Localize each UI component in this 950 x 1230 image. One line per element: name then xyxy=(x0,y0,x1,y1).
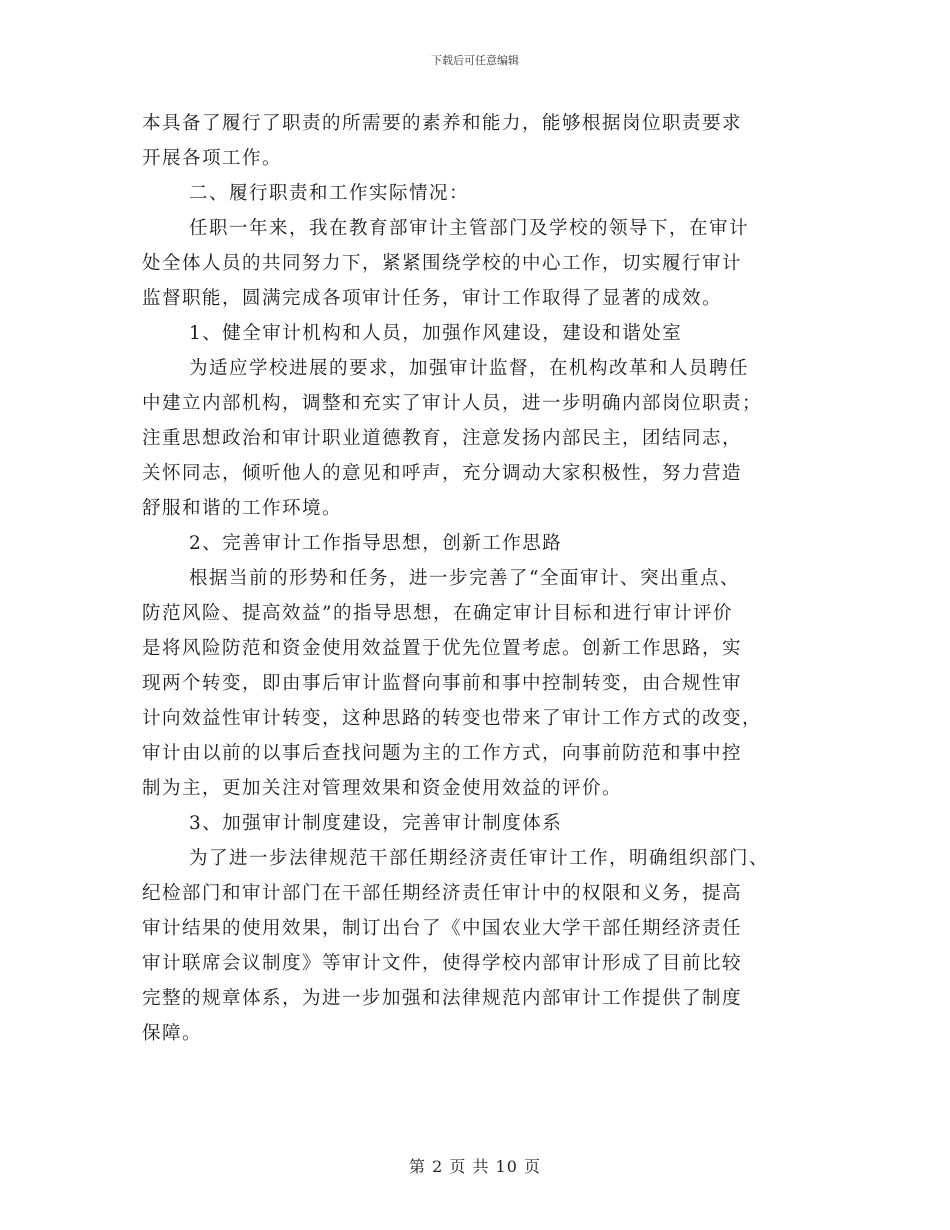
text-line: 根据当前的形势和任务，进一步完善了“全面审计、突出重点、 xyxy=(189,568,740,589)
text-line: 现两个转变，即由事后审计监督向事前和事中控制转变，由合规性审 xyxy=(142,673,743,694)
text-line: 为了进一步法律规范干部任期经济责任审计工作，明确组织部门、 xyxy=(189,848,770,869)
text-line: 是将风险防范和资金使用效益置于优先位置考虑。创新工作思路，实 xyxy=(142,638,743,659)
text-line: 中建立内部机构，调整和充实了审计人员，进一步明确内部岗位职责； xyxy=(142,393,763,414)
text-line: 处全体人员的共同努力下，紧紧围绕学校的中心工作，切实履行审计 xyxy=(142,253,743,274)
subsection-heading: 2、完善审计工作指导思想，创新工作思路 xyxy=(189,533,563,554)
text-line: 审计联席会议制度》等审计文件，使得学校内部审计形成了目前比较 xyxy=(142,953,743,974)
text-line: 保障。 xyxy=(142,1023,203,1044)
text-line: 审计由以前的以事后查找问题为主的工作方式，向事前防范和事中控 xyxy=(142,743,743,764)
text-line: 纪检部门和审计部门在干部任期经济责任审计中的权限和义务，提高 xyxy=(142,883,743,904)
text-line: 关怀同志，倾听他人的意见和呼声，充分调动大家积极性，努力营造 xyxy=(142,463,743,484)
text-line: 为适应学校进展的要求，加强审计监督，在机构改革和人员聘任 xyxy=(189,358,750,379)
text-line: 计向效益性审计转变，这种思路的转变也带来了审计工作方式的改变， xyxy=(142,708,763,729)
text-line: 舒服和谐的工作环境。 xyxy=(142,498,343,519)
page-header: 下载后可任意编辑 xyxy=(431,54,519,67)
subsection-heading: 1、健全审计机构和人员，加强作风建设，建设和谐处室 xyxy=(189,323,683,344)
text-line: 完整的规章体系，为进一步加强和法律规范内部审计工作提供了制度 xyxy=(142,988,743,1009)
text-line: 开展各项工作。 xyxy=(142,148,283,169)
subsection-heading: 3、加强审计制度建设，完善审计制度体系 xyxy=(189,813,563,834)
text-line: 任职一年来，我在教育部审计主管部门及学校的领导下，在审计 xyxy=(189,218,750,239)
section-heading: 二、履行职责和工作实际情况： xyxy=(189,183,470,204)
text-line: 注重思想政治和审计职业道德教育，注意发扬内部民主，团结同志， xyxy=(142,428,743,449)
document-body xyxy=(142,106,810,1051)
text-line: 监督职能，圆满完成各项审计任务，审计工作取得了显著的成效。 xyxy=(142,288,723,309)
text-line: 制为主，更加关注对管理效果和资金使用效益的评价。 xyxy=(142,778,623,799)
text-line: 防范风险、提高效益”的指导思想，在确定审计目标和进行审计评价 xyxy=(142,603,733,624)
text-line: 本具备了履行了职责的所需要的素养和能力，能够根据岗位职责要求 xyxy=(142,113,743,134)
page-footer: 第 2 页 共 10 页 xyxy=(409,1157,541,1176)
text-line: 审计结果的使用效果，制订出台了《中国农业大学干部任期经济责任 xyxy=(142,918,743,939)
